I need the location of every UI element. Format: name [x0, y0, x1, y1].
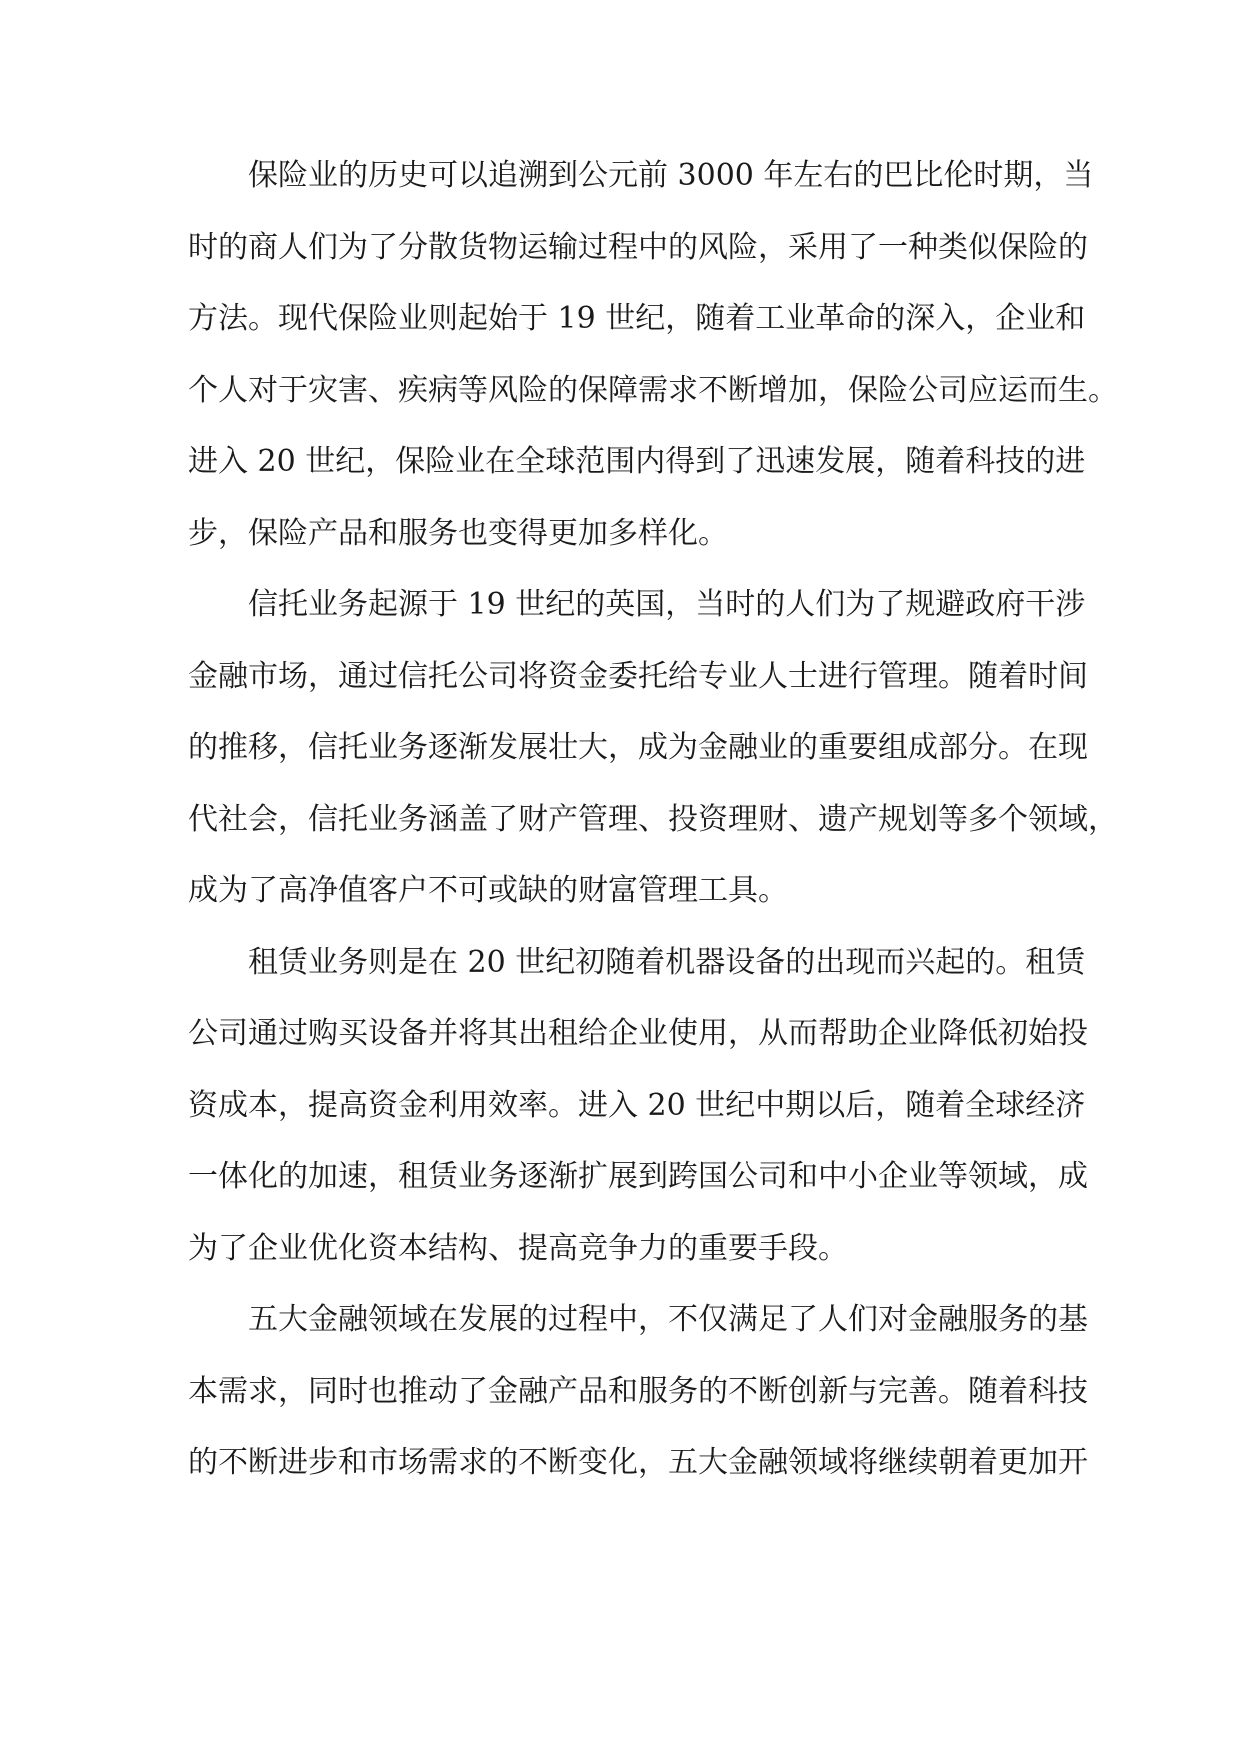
paragraph-line: 保险业的历史可以追溯到公元前 3000 年左右的巴比伦时期，当 — [248, 158, 1094, 193]
paragraph-line: 五大金融领域在发展的过程中，不仅满足了人们对金融服务的基 — [248, 1302, 1088, 1337]
paragraph-line: 步，保险产品和服务也变得更加多样化。 — [188, 515, 728, 551]
paragraph-trust — [188, 569, 1118, 927]
paragraph-line: 公司通过购买设备并将其出租给企业使用，从而帮助企业降低初始投 — [188, 1016, 1088, 1051]
paragraph-line: 金融市场，通过信托公司将资金委托给专业人士进行管理。随着时间 — [188, 658, 1088, 694]
paragraph-line: 进入 20 世纪，保险业在全球范围内得到了迅速发展，随着科技的进 — [188, 444, 1086, 479]
paragraph-line: 信托业务起源于 19 世纪的英国，当时的人们为了规避政府干涉 — [248, 587, 1086, 622]
paragraph-line: 为了企业优化资本结构、提高竞争力的重要手段。 — [188, 1230, 848, 1266]
paragraph-line: 一体化的加速，租赁业务逐渐扩展到跨国公司和中小企业等领域，成 — [188, 1159, 1088, 1194]
paragraph-line: 个人对于灾害、疾病等风险的保障需求不断增加，保险公司应运而生。 — [188, 372, 1118, 408]
paragraph-insurance — [188, 140, 1118, 569]
paragraph-line: 代社会，信托业务涵盖了财产管理、投资理财、遗产规划等多个领域， — [188, 801, 1118, 837]
paragraph-line: 方法。现代保险业则起始于 19 世纪，随着工业革命的深入，企业和 — [188, 301, 1086, 336]
paragraph-line: 本需求，同时也推动了金融产品和服务的不断创新与完善。随着科技 — [188, 1373, 1088, 1409]
paragraph-line: 租赁业务则是在 20 世纪初随着机器设备的出现而兴起的。租赁 — [248, 944, 1086, 980]
paragraph-line: 时的商人们为了分散货物运输过程中的风险，采用了一种类似保险的 — [188, 229, 1088, 265]
paragraph-line: 的不断进步和市场需求的不断变化，五大金融领域将继续朝着更加开 — [188, 1445, 1088, 1480]
paragraph-line: 的推移，信托业务逐渐发展壮大，成为金融业的重要组成部分。在现 — [188, 730, 1088, 765]
paragraph-five-finance-fields — [188, 1284, 1088, 1499]
document-body — [188, 140, 1118, 1499]
paragraph-leasing — [188, 927, 1088, 1285]
paragraph-line: 成为了高净值客户不可或缺的财富管理工具。 — [188, 873, 788, 908]
paragraph-line: 资成本，提高资金利用效率。进入 20 世纪中期以后，随着全球经济 — [188, 1087, 1086, 1123]
